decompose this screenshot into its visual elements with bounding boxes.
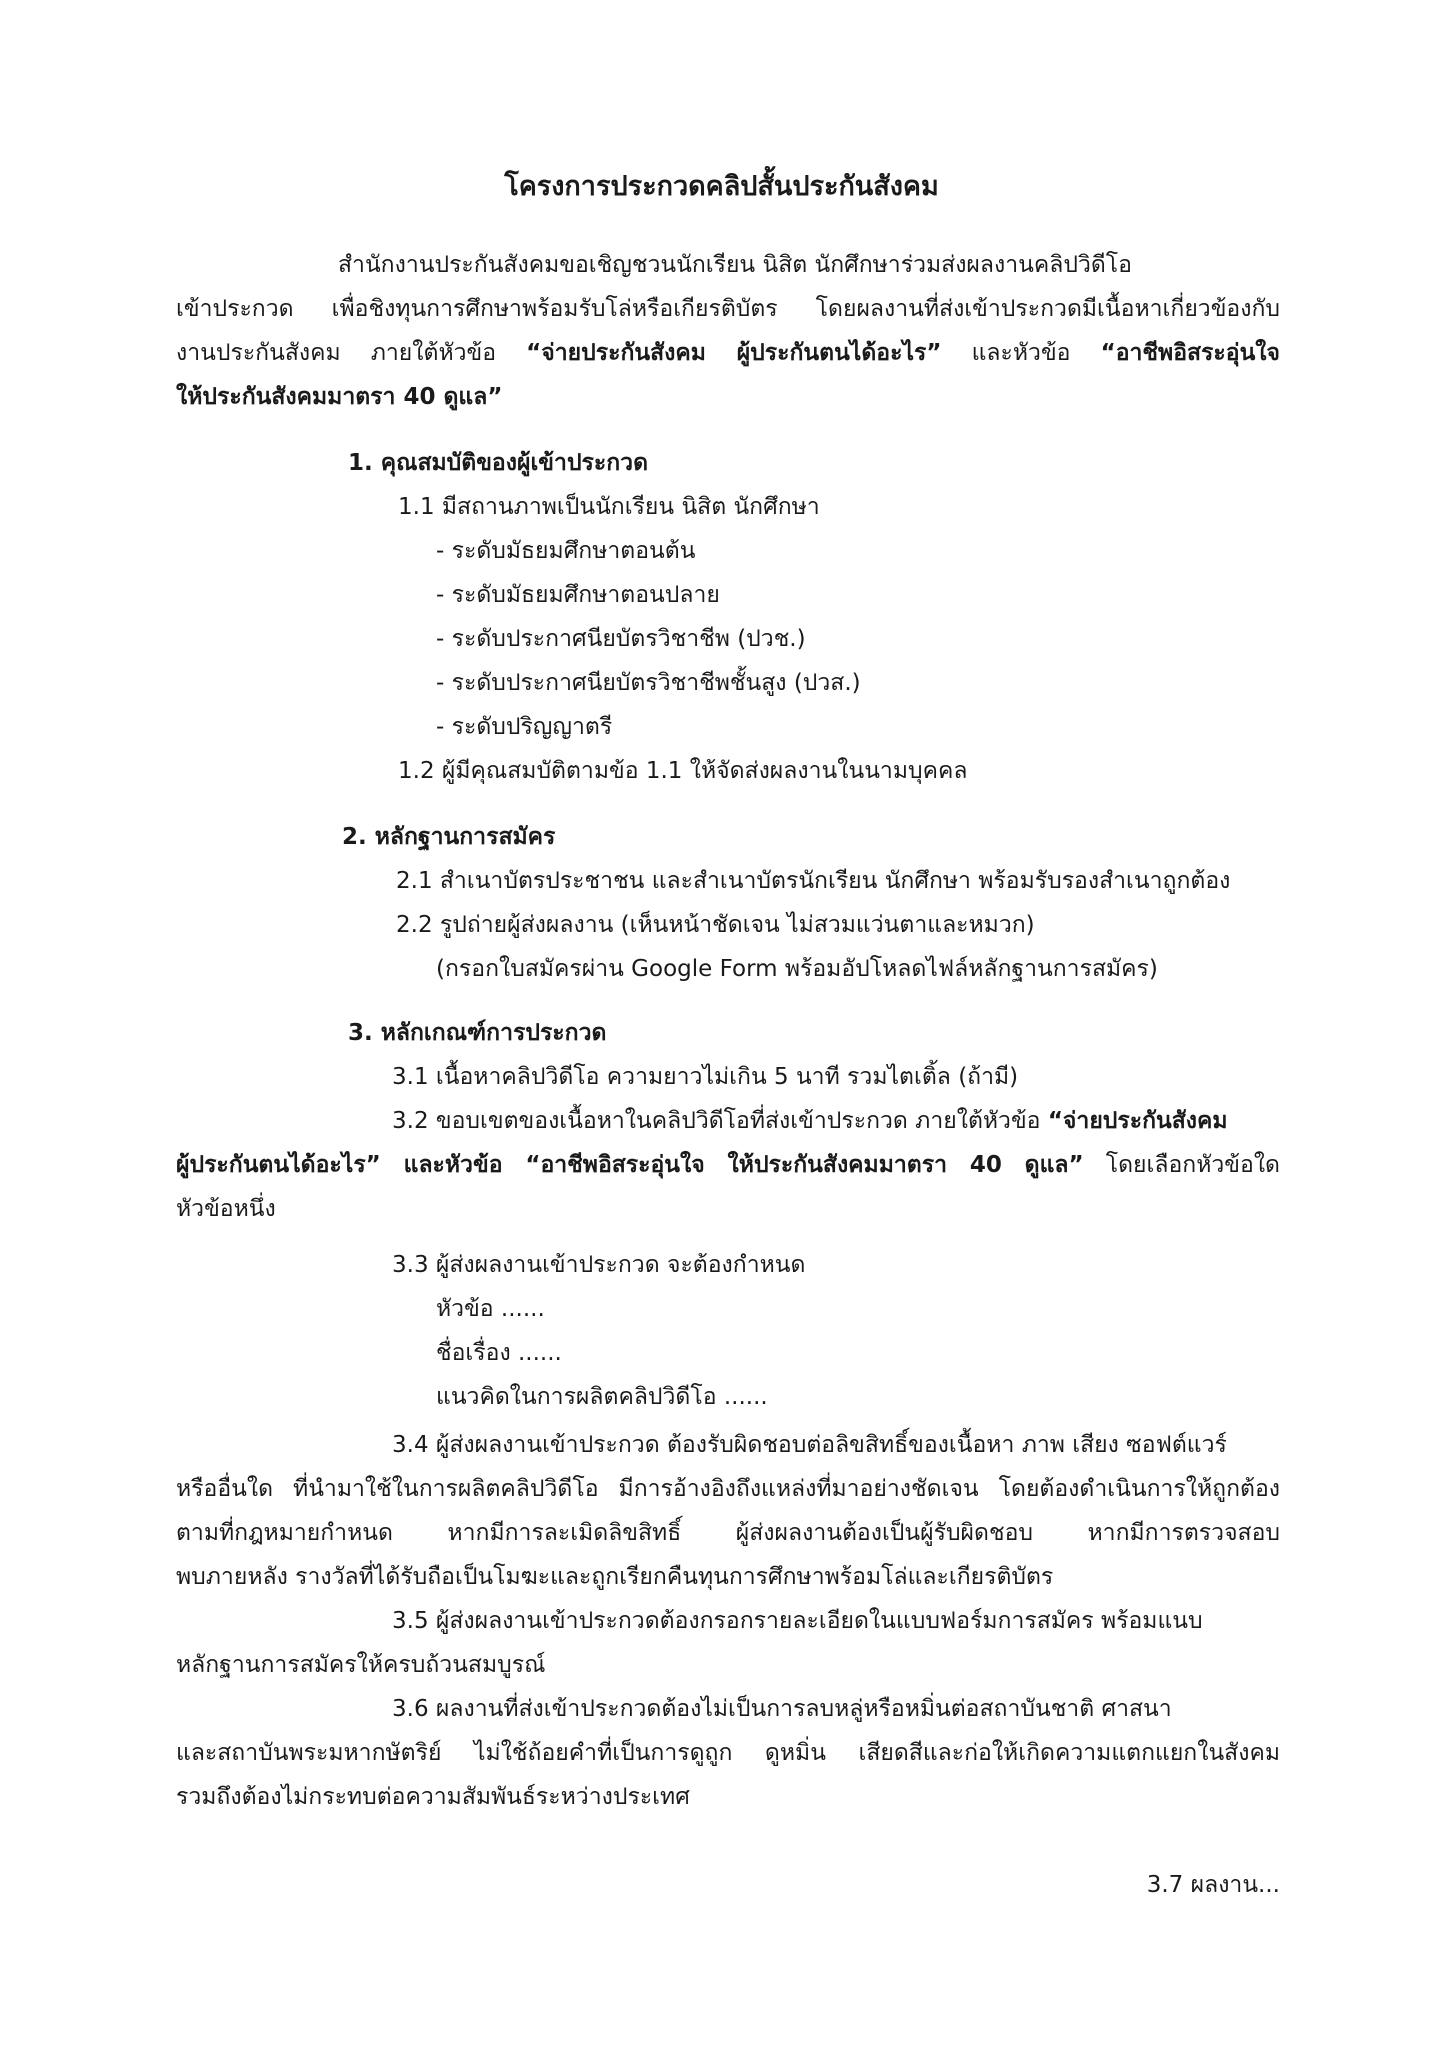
item-3-2-line-3: หัวข้อหนึ่ง (176, 1196, 276, 1222)
item-2-2-note: (กรอกใบสมัครผ่าน Google Form พร้อมอัปโหลดไฟล์หลักฐานการสมัคร) (436, 956, 1158, 982)
item-3-2-line-1: 3.2 ขอบเขตของเนื้อหาในคลิปวิดีโอที่ส่งเข้าประกวด ภายใต้หัวข้อ “จ่ายประกันสังคม (392, 1108, 1228, 1134)
continuation-footer: 3.7 ผลงาน... (1146, 1872, 1280, 1898)
item-2-1: 2.1 สำเนาบัตรประชาชน และสำเนาบัตรนักเรียน นักศึกษา พร้อมรับรองสำเนาถูกต้อง (396, 868, 1231, 894)
item-3-3-sub: ชื่อเรื่อง ...... (436, 1340, 562, 1366)
section-2-heading: 2. หลักฐานการสมัคร (342, 824, 556, 850)
level-item: - ระดับประกาศนียบัตรวิชาชีพชั้นสูง (ปวส.) (436, 670, 861, 696)
level-item: - ระดับปริญญาตรี (436, 714, 613, 740)
item-2-2: 2.2 รูปถ่ายผู้ส่งผลงาน (เห็นหน้าชัดเจน ไม่สวมแว่นตาและหมวก) (396, 912, 1035, 938)
level-item: - ระดับมัธยมศึกษาตอนต้น (436, 538, 696, 564)
item-1-2: 1.2 ผู้มีคุณสมบัติตามข้อ 1.1 ให้จัดส่งผลงานในนามบุคคล (398, 758, 968, 784)
item-3-6-line-3: รวมถึงต้องไม่กระทบต่อความสัมพันธ์ระหว่างประเทศ (176, 1784, 690, 1810)
level-item: - ระดับประกาศนียบัตรวิชาชีพ (ปวช.) (436, 626, 806, 652)
item-1-1: 1.1 มีสถานภาพเป็นนักเรียน นิสิต นักศึกษา (398, 494, 820, 520)
item-3-2-line-2: ผู้ประกันตนได้อะไร” และหัวข้อ “อาชีพอิสระอุ่นใจ ให้ประกันสังคมมาตรา 40 ดูแล” โดยเลือกหัวข้อใด (176, 1152, 1280, 1178)
intro-line-3: งานประกันสังคม ภายใต้หัวข้อ “จ่ายประกันสังคม ผู้ประกันตนได้อะไร” และหัวข้อ “อาชีพอิสระอุ่นใจ (176, 340, 1280, 366)
section-1-heading: 1. คุณสมบัติของผู้เข้าประกวด (348, 450, 649, 476)
item-3-3-sub: แนวคิดในการผลิตคลิปวิดีโอ ...... (436, 1384, 768, 1410)
document-title: โครงการประกวดคลิปสั้นประกันสังคม (504, 171, 939, 202)
item-3-1: 3.1 เนื้อหาคลิปวิดีโอ ความยาวไม่เกิน 5 นาที รวมไตเติ้ล (ถ้ามี) (392, 1064, 1019, 1090)
item-3-4-line-3: ตามที่กฎหมายกำหนด หากมีการละเมิดลิขสิทธิ์ ผู้ส่งผลงานต้องเป็นผู้รับผิดชอบ หากมีการตรวจสอบ (176, 1520, 1280, 1546)
item-3-5-line-2: หลักฐานการสมัครให้ครบถ้วนสมบูรณ์ (176, 1652, 546, 1678)
item-3-5-line-1: 3.5 ผู้ส่งผลงานเข้าประกวดต้องกรอกรายละเอียดในแบบฟอร์มการสมัคร พร้อมแนบ (392, 1608, 1203, 1634)
item-3-4-line-1: 3.4 ผู้ส่งผลงานเข้าประกวด ต้องรับผิดชอบต่อลิขสิทธิ์ของเนื้อหา ภาพ เสียง ซอฟต์แวร์ (392, 1432, 1227, 1458)
item-3-4-line-4: พบภายหลัง รางวัลที่ได้รับถือเป็นโมฆะและถูกเรียกคืนทุนการศึกษาพร้อมโล่และเกียรติบัตร (176, 1564, 1054, 1590)
item-3-4-line-2: หรืออื่นใด ที่นำมาใช้ในการผลิตคลิปวิดีโอ มีการอ้างอิงถึงแหล่งที่มาอย่างชัดเจน โดยต้องดำเนินการให้ถูกต้อง (176, 1476, 1280, 1502)
section-3-heading: 3. หลักเกณฑ์การประกวด (348, 1020, 607, 1046)
level-item: - ระดับมัธยมศึกษาตอนปลาย (436, 582, 720, 608)
item-3-3-sub: หัวข้อ ...... (436, 1296, 545, 1322)
item-3-6-line-2: และสถาบันพระมหากษัตริย์ ไม่ใช้ถ้อยคำที่เป็นการดูถูก ดูหมิ่น เสียดสีและก่อให้เกิดความแตกแยกในสังคม (176, 1740, 1280, 1766)
item-3-3: 3.3 ผู้ส่งผลงานเข้าประกวด จะต้องกำหนด (392, 1252, 806, 1278)
intro-line-2: เข้าประกวด เพื่อชิงทุนการศึกษาพร้อมรับโล่หรือเกียรติบัตร โดยผลงานที่ส่งเข้าประกวดมีเนื้อหาเกี่ยวข้องกับ (176, 296, 1280, 322)
intro-line-1: สำนักงานประกันสังคมขอเชิญชวนนักเรียน นิสิต นักศึกษาร่วมส่งผลงานคลิปวิดีโอ (338, 252, 1132, 278)
item-3-6-line-1: 3.6 ผลงานที่ส่งเข้าประกวดต้องไม่เป็นการลบหลู่หรือหมิ่นต่อสถาบันชาติ ศาสนา (392, 1696, 1172, 1722)
intro-line-4: ให้ประกันสังคมมาตรา 40 ดูแล” (176, 384, 503, 410)
